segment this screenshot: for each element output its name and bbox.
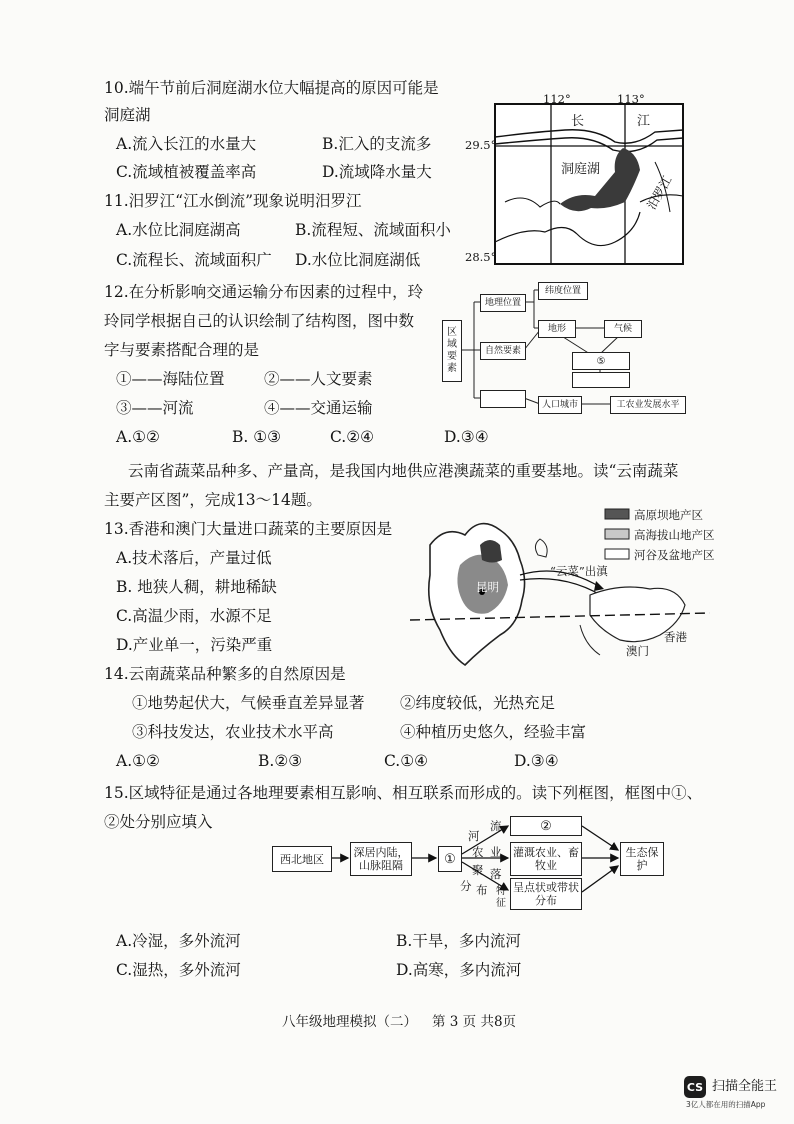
q15-stem: 15.区域特征是通过各地理要素相互影响、相互联系而形成的。读下列框图，框图中①、 [104, 784, 703, 802]
agri-char-1: 农 [472, 845, 484, 859]
camscanner-logo: CS [684, 1076, 706, 1098]
distribution-box: 呈点状或带状分布 [510, 878, 582, 910]
q10-option-c: C.流域植被覆盖率高 [116, 163, 257, 181]
footer-title: 八年级地理模拟（二） [282, 1014, 417, 1030]
macau-label: 澳门 [626, 644, 649, 658]
intro-13-14-line2: 主要产区图”，完成13～14题。 [104, 491, 322, 509]
yunnan-vegetable-map [410, 505, 715, 670]
q14-item-1: ①地势起伏大，气候垂直差异显著 [132, 694, 365, 712]
q13-stem: 13.香港和澳门大量进口蔬菜的主要原因是 [104, 520, 393, 538]
q11-option-a: A.水位比洞庭湖高 [116, 221, 241, 239]
q10-stem-2: 洞庭湖 [104, 106, 151, 124]
q10-option-b: B.汇入的支流多 [322, 135, 432, 153]
river-char: 河 [468, 829, 480, 843]
terrain-box: 地形 [538, 320, 576, 338]
region-elements-box: 区域要素 [442, 320, 462, 382]
lon-112-label: 112° [543, 92, 571, 106]
q12-item-3: ③——河流 [116, 399, 194, 417]
legend-valley: 河谷及盆地产区 [634, 548, 715, 562]
q12-item-4: ④——交通运输 [264, 399, 373, 417]
q15-option-c: C.湿热，多外流河 [116, 961, 241, 979]
lat-295-label: 29.5° [465, 138, 497, 152]
q10-option-d: D.流域降水量大 [322, 163, 432, 181]
yuncai-label: “云菜”出滇 [550, 564, 608, 578]
eco-protection-box: 生态保护 [620, 842, 664, 876]
q12-stem: 12.在分析影响交通运输分布因素的过程中，玲 [104, 283, 424, 301]
q13-option-d: D.产业单一，污染严重 [116, 636, 273, 654]
watermark-sub: 3亿人都在用的扫描App [686, 1100, 766, 1109]
q14-item-2: ②纬度较低，光热充足 [400, 694, 556, 712]
q12-stem-3: 字与要素搭配合理的是 [104, 341, 260, 359]
flow-box-1: ① [438, 846, 462, 872]
climate-box: 气候 [604, 320, 642, 338]
dist-char-2: 布 [476, 883, 488, 897]
hongkong-label: 香港 [664, 630, 687, 644]
q10-option-a: A.流入长江的水量大 [116, 135, 257, 153]
q13-option-a: A.技术落后，产量过低 [116, 549, 272, 567]
q12-item-2: ②——人文要素 [264, 370, 373, 388]
industry-agriculture-box: 工农业发展水平 [610, 396, 686, 414]
q11-option-b: B.流程短、流域面积小 [295, 221, 451, 239]
q12-stem-2: 玲同学根据自己的认识绘制了结构图，图中数 [104, 312, 415, 330]
watermark-name: 扫描全能王 [712, 1079, 778, 1094]
inland-box: 深居内陆，山脉阻隔 [350, 842, 412, 876]
flow-chart [272, 812, 692, 912]
q14-item-4: ④种植历史悠久，经验丰富 [400, 723, 587, 741]
latitude-position-box: 纬度位置 [538, 282, 588, 300]
geo-position-box: 地理位置 [480, 294, 526, 312]
yangtze-label-2: 江 [637, 114, 651, 129]
settle-char-1: 聚 [472, 863, 484, 877]
flow-char: 流 [490, 819, 502, 833]
dongting-lake-label: 洞庭湖 [561, 162, 601, 177]
q11-option-d: D.水位比洞庭湖低 [295, 251, 421, 269]
intro-13-14-line1: 云南省蔬菜品种多、产量高，是我国内地供应港澳蔬菜的重要基地。读“云南蔬菜 [128, 462, 679, 480]
lat-285-label: 28.5° [465, 250, 497, 264]
footer-page: 第 3 页 共8页 [432, 1014, 517, 1030]
q15-option-d: D.高寒，多内流河 [396, 961, 522, 979]
q12-option-c: C.②④ [330, 428, 375, 446]
yangtze-label: 长 [571, 114, 585, 129]
q15-option-a: A.冷湿，多外流河 [116, 932, 241, 950]
element-5-box: ⑤ [572, 352, 630, 370]
lon-113-label: 113° [617, 92, 645, 106]
kunming-label: 昆明 [476, 580, 499, 594]
q14-option-a: A.①② [116, 752, 160, 770]
q12-option-d: D.③④ [444, 428, 489, 446]
q12-option-a: A.①② [116, 428, 160, 446]
northwest-box: 西北地区 [272, 846, 332, 872]
settle-char-2: 落 [490, 867, 502, 881]
q14-stem: 14.云南蔬菜品种繁多的自然原因是 [104, 665, 346, 683]
q15-option-b: B.干旱，多内流河 [396, 932, 521, 950]
q14-item-3: ③科技发达，农业技术水平高 [132, 723, 334, 741]
q15-stem-2: ②处分别应填入 [104, 813, 213, 831]
q13-option-c: C.高温少雨，水源不足 [116, 607, 272, 625]
agri-char-3: 特 [496, 886, 506, 897]
element-box-3 [480, 390, 526, 408]
irrigation-box: 灌溉农业、畜牧业 [510, 842, 582, 876]
miluo-river-label: 汨罗江 [644, 173, 675, 212]
q14-option-d: D.③④ [514, 752, 559, 770]
legend-plateau: 高原坝地产区 [634, 508, 703, 522]
q12-option-b: B. ①③ [232, 428, 282, 446]
q11-stem: 11.汨罗江“江水倒流”现象说明汨罗江 [104, 192, 362, 210]
structure-chart [440, 280, 700, 416]
agri-char-2: 业 [490, 845, 502, 859]
flow-box-2: ② [510, 816, 582, 836]
q12-item-1: ①——海陆位置 [116, 370, 225, 388]
q14-option-c: C.①④ [384, 752, 429, 770]
element-box-6 [572, 372, 630, 388]
dist-char-1: 分 [460, 879, 472, 893]
q10-stem: 10.端午节前后洞庭湖水位大幅提高的原因可能是 [104, 79, 439, 97]
q11-option-c: C.流程长、流域面积广 [116, 251, 272, 269]
population-city-box: 人口城市 [538, 396, 582, 414]
q13-option-b: B. 地狭人稠，耕地稀缺 [116, 578, 277, 596]
legend-mountain: 高海拔山地产区 [634, 528, 715, 542]
agri-char-4: 征 [496, 898, 506, 909]
dongting-map [465, 92, 695, 272]
q14-option-b: B.②③ [258, 752, 303, 770]
natural-elements-box: 自然要素 [480, 342, 526, 360]
